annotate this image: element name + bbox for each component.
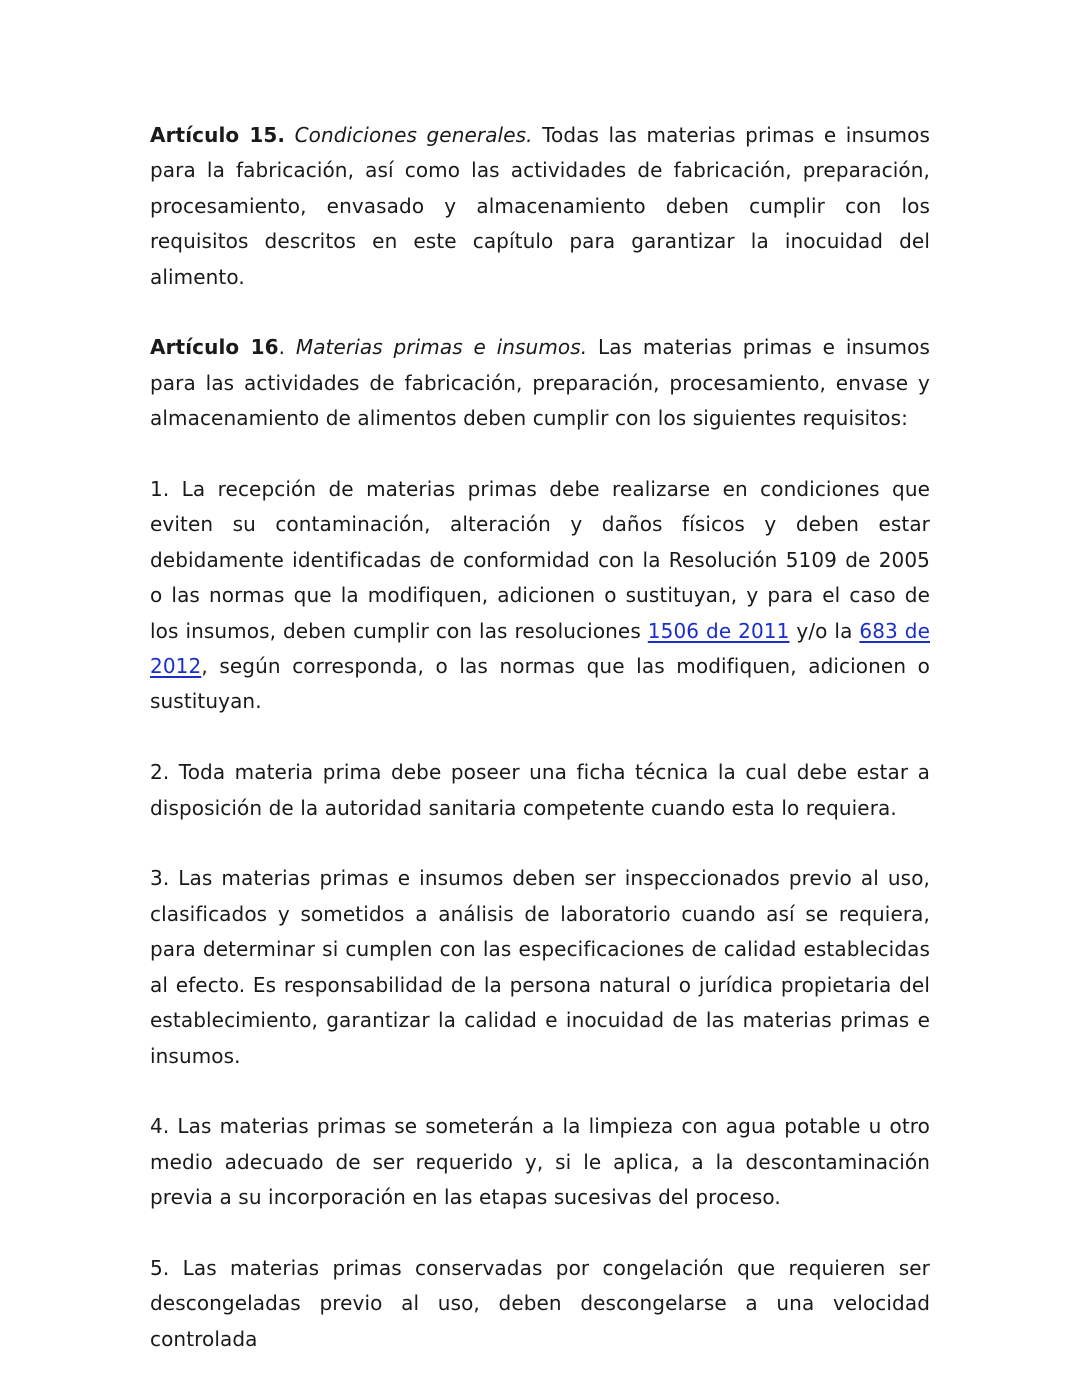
article-15-title: Condiciones generales. [294,123,533,147]
item-1-text-b: y/o la [796,618,853,643]
resolution-683-link[interactable]: 683 de 2012 [150,618,930,679]
item-2: 2. Toda materia prima debe poseer una ficha técnica la cual debe estar a disposición de la autoridad sanitaria competente cuando esta lo requiera. [150,760,930,820]
item-5: 5. Las materias primas conservadas por congelación que requieren ser descongeladas previo al uso, deben descongelarse a una velocidad controlada [150,1255,930,1351]
article-16-body: Las materias primas e insumos para las actividades de fabricación, preparación, procesamiento, envase y almacenamiento de alimentos deben cumplir con los siguientes requisitos: [150,335,930,431]
article-15 [150,118,930,295]
article-16-separator: . [278,335,286,360]
article-16 [150,330,930,436]
article-16-number: Artículo 16 [150,335,279,360]
item-1 [150,472,930,720]
article-15-body: Todas las materias primas e insumos para la fabricación, así como las actividades de fabricación, preparación, procesamiento, envasado y almacenamiento deben cumplir con los requisitos descritos en este capítulo para garantizar la inocuidad del alimento. [150,123,930,289]
item-4: 4. Las materias primas se someterán a la limpieza con agua potable u otro medio adecuado de ser requerido y, si le aplica, a la descontaminación previa a su incorporación en las etapas sucesivas del proceso. [150,1114,930,1210]
item-1-text-c: , según corresponda, o las normas que las modifiquen, adicionen o sustituyan. [150,654,930,714]
article-16-title: Materias primas e insumos. [295,335,588,360]
item-1-text-a: 1. La recepción de materias primas debe realizarse en condiciones que eviten su contaminación, alteración y daños físicos y deben estar debidamente identificadas de conformidad con la Resolución 5109 de 2005 o las normas que la modifiquen, adicionen o sustituyan, y para el caso de los insumos, deben cumplir con las resoluciones [150,477,930,643]
resolution-1506-link[interactable]: 1506 de 2011 [647,618,790,643]
document-page [150,118,930,1357]
item-3: 3. Las materias primas e insumos deben ser inspeccionados previo al uso, clasificados y sometidos a análisis de laboratorio cuando así se requiera, para determinar si cumplen con las especificaciones de calidad establecidas al efecto. Es responsabilidad de la persona natural o jurídica propietaria del establecimiento, garantizar la calidad e inocuidad de las materias primas e insumos. [150,866,930,1068]
article-15-number: Artículo 15. [150,123,286,147]
